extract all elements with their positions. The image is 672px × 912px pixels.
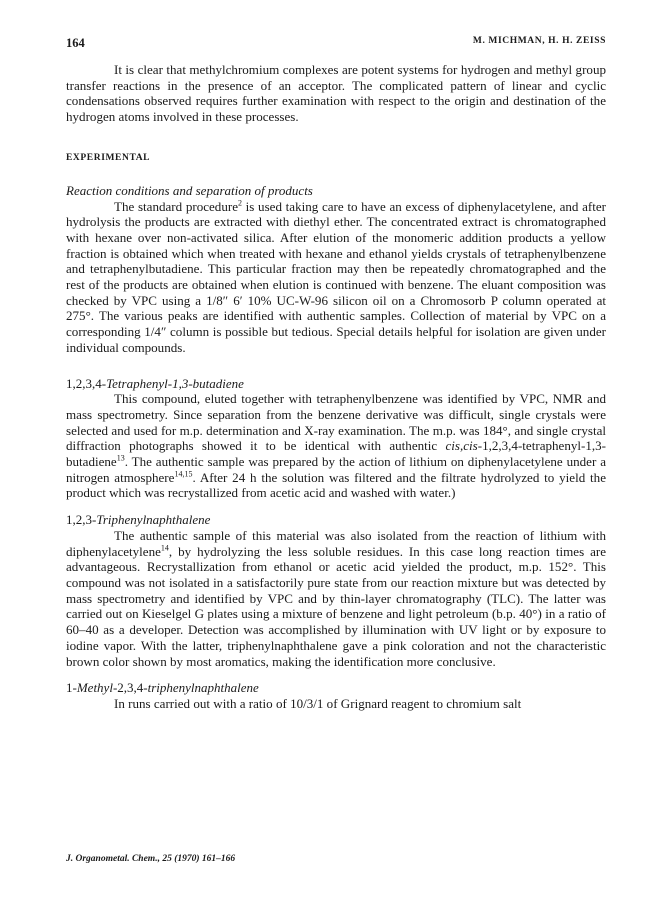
naphthalene-heading-italic: Triphenylnaphthalene xyxy=(96,512,211,528)
butadiene-ref-b: 13 xyxy=(116,453,125,463)
butadiene-text-italic: cis,cis xyxy=(445,438,478,454)
methyl-heading xyxy=(66,680,606,696)
reaction-heading-text: Reaction conditions and separation of products xyxy=(66,182,313,198)
page-number: 164 xyxy=(66,36,85,50)
butadiene-text-a: This compound, eluted together with tetraphenylbenzene was identified by VPC, NMR and mass spectrometry. Since separation from the benzene derivative was difficult, single crystals were selected and used for m.p. determination and X-ray examination. The m.p. was 184°, and single crystal diffraction photographs showed it to be identical with authentic xyxy=(66,391,606,454)
reaction-ref-a: 2 xyxy=(238,198,242,208)
running-head: M. MICHMAN, H. H. ZEISS xyxy=(472,36,606,46)
methyl-paragraph: In runs carried out with a ratio of 10/3/1 of Grignard reagent to chromium salt xyxy=(114,695,522,711)
butadiene-paragraph xyxy=(66,391,606,501)
butadiene-heading-suffix: -1,3-butadiene xyxy=(167,375,244,391)
butadiene-ref-c: 14,15 xyxy=(174,469,193,479)
butadiene-text-c: . The authentic sample was prepared by the action of lithium on diphenylacetylene under a nitrogen atmosphere xyxy=(66,454,606,485)
page-header xyxy=(66,36,606,56)
reaction-text-b: is used taking care to have an excess of diphenylacetylene, and after hydrolysis the products are extracted with diethyl ether. The concentrated extract is chromatographed with hexane over non-activated silica. After elution of the monomeric addition products a yellow fraction is obtained which when treated with hexane and ethanol yields crystals of tetraphenylbenzene and tetraphenylbutadiene. This particular fraction may then be repeatedly chromatographed and the rest of the products are obtained when elution is continued with benzene. The eluant composition was checked by VPC using a 1/8″ 6′ 10% UC-W-96 silicon oil on a Chromosorb P column operated at 275°. The various peaks are identified with authentic samples. Collection of material by VPC on a corresponding 1/4″ column is possible but tedious. Special details helpful for isolation are given under individual compounds. xyxy=(66,198,606,355)
naphthalene-paragraph xyxy=(66,528,606,669)
journal-footer: J. Organometal. Chem., 25 (1970) 161–166 xyxy=(66,854,236,864)
page-body xyxy=(66,36,606,712)
naphthalene-text-a: The authentic sample of this material was also isolated from the reaction of lithium with diphenylacetylene xyxy=(66,527,606,559)
butadiene-text-d: . After 24 h the solution was filtered and the filtrate hydrolyzed to yield the product which was recrystallized from acetic acid and washed with water.) xyxy=(66,469,606,501)
butadiene-heading xyxy=(66,376,606,392)
methyl-heading-mid: -2,3,4- xyxy=(112,680,148,696)
intro-paragraph: It is clear that methylchromium complexes are potent systems for hydrogen and methyl group transfer reactions in the presence of an acceptor. The complicated pattern of linear and cyclic condensations observed requires further examination with respect to the origin and destination of the hydrogen atoms involved in these processes. xyxy=(66,62,606,125)
naphthalene-heading-prefix: 1,2,3- xyxy=(66,512,97,528)
reaction-heading xyxy=(66,183,606,199)
methyl-heading-italic2: triphenylnaphthalene xyxy=(147,680,259,696)
butadiene-heading-italic: Tetraphenyl xyxy=(106,375,168,391)
methyl-heading-prefix: 1- xyxy=(66,680,77,696)
section-title: EXPERIMENTAL xyxy=(66,152,151,163)
methyl-heading-italic: Methyl xyxy=(76,680,113,696)
naphthalene-heading xyxy=(66,512,606,528)
butadiene-heading-prefix: 1,2,3,4- xyxy=(66,375,107,391)
naphthalene-text-b: , by hydrolyzing the less soluble residues. In this case long reaction times are advantageous. Recrystallization from ethanol or acetic acid yielded the product, m.p. 152°. This compound was not isolated in a satisfactorily pure state from our reaction mixture but was detected by mass spectrometry and identified by VPC and by thin-layer chromatography (TLC). The latter was carried out on Kieselgel G plates using a mixture of benzene and light petroleum (b.p. 40°) in a ratio of 60–40 as a developer. Detection was accomplished by illumination with UV light or by exposure to iodine vapor. With the latter, triphenylnaphthalene gave a pink coloration and not the characteristic brown color shown by most aromatics, making the identification more conclusive. xyxy=(66,543,606,669)
reaction-text-a: The standard procedure xyxy=(114,198,238,214)
butadiene-text-b: -1,2,3,4-tetraphenyl-1,3-butadiene xyxy=(66,438,606,470)
reaction-paragraph xyxy=(66,199,606,356)
naphthalene-ref-a: 14 xyxy=(160,543,169,553)
